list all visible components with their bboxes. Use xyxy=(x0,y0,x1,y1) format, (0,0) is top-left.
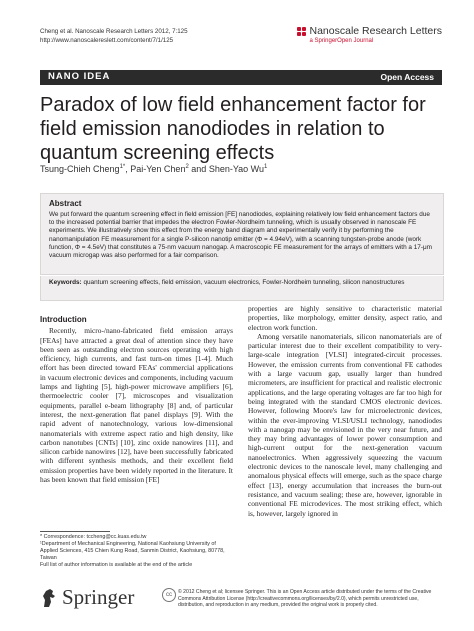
abstract-text: We put forward the quantum screening effect in field emission [FE] nanodiodes, explaining relatively low field enhancement factors due to the increased potential barrier that impedes the electron Fowler-Nordheim tunneling, which is usually observed in nanoscale FE experiments. We illustratively show this effect from the energy band diagram and experimentally verify it by performing the nanomanipulation FE measurement for a single P-silicon nanotip emitter (Φ = 4.94eV), with a scanning tungsten-probe anode (work function, Φ = 4.5eV) that constitutes a 75-nm vacuum nanogap. A macroscopic FE measurement for the arrays of emitters with a 17-μm vacuum microgap was also performed for a fair comparison. xyxy=(49,211,432,260)
journal-header xyxy=(40,28,188,45)
journal-logo-icon xyxy=(297,27,306,36)
author-list xyxy=(40,164,267,174)
journal-brand xyxy=(297,25,443,44)
keywords xyxy=(49,279,435,287)
keywords-list: quantum screening effects, field emission, vacuum electronics, Fowler-Nordheim tunneling, silicon nanostructures xyxy=(83,279,405,286)
journal-name: Nanoscale Research Letters xyxy=(309,25,442,37)
open-access-label: Open Access xyxy=(380,71,434,82)
body-paragraph: Recently, micro-/nano-fabricated field emission arrays [FEAs] have attracted a great deal of attention since they have been seen as outstanding electron sources operating with high efficiency, high currents, and fast turn-on times [1-4]. Much effort has been directed toward FEAs' commercial applications in vacuum electronic devices and components, including vacuum lamps and lighting [5], high-power microwave amplifiers [6], thermoelectric cooler [7], microscopes and visualization equipments, parallel e-beam lithography [8] and, of particular interest, the next-generation flat panel displays [9]. With the rapid advent of nanotechnology, various low-dimensional nanomaterials with extreme aspect ratio and high density, like carbon nanotubes [CNTs] [10], zinc oxide nanowires [11], and silicon carbide nanowires [12], have been successfully fabricated with different synthesis methods, and their excellent field emission properties have been widely reported in the literature. It has been known that field emission [FE] xyxy=(40,326,233,485)
paper-title: Paradox of low field enhancement factor for field emission nanodiodes in relation to quantum screening effects xyxy=(40,94,426,164)
author-name: and Shen-Yao Wu xyxy=(188,164,265,174)
footnotes xyxy=(40,534,235,569)
article-url[interactable]: http://www.nanoscalereslett.com/content/7/1/125 xyxy=(40,36,174,44)
body-column-right xyxy=(248,304,442,518)
author-affiliation-mark: 1* xyxy=(119,164,126,170)
copyright-notice: © 2012 Cheng et al; licensee Springer. This is an Open Access article distributed under the terms of the Creative Commons Attribution License (http://creativecommons.org/licenses/by/2.0), which permits unrestricted use, distribution, and reproduction in any medium, provided the original work is properly cited. xyxy=(178,589,432,609)
keywords-label: Keywords: xyxy=(49,279,82,286)
springer-wordmark: Springer xyxy=(62,585,135,609)
springer-horse-icon xyxy=(40,587,58,609)
body-paragraph: Among versatile nanomaterials, silicon nanomaterials are of particular interest due to their excellent compatibility to very-large-scale integration [VLSI] integrated-circuit processes. However, the emission currents from conventional FE cathodes with a large vacuum gap, usually larger than hundred micrometers, are insufficient for practical and realistic electronic applications, and the large operating voltages are far too high for being integrated with the standard CMOS electronic devices. However, following Moore's law for microelectronic devices, within the ever-improving VLSI/USLI technology, nanodiodes with a nanogap may be envisioned in the very near future, and they may bring advantages of lower power consumption and high-current output for the next-generation vacuum nanoelectronics. When aggressively squeezing the vacuum electronic devices to the nanoscale level, many challenging and anomalous physical effects will emerge, such as the space charge effect [13], energy accumulation that increases the burn-out resistance, and vacuum sealing; these are, however, ignorable in conventional FE microdevices. The most striking effect, which is, however, largely ignored in xyxy=(248,331,442,518)
abstract-box xyxy=(40,193,444,275)
author-info-note: Full list of author information is available at the end of the article xyxy=(40,562,193,568)
journal-citation: Cheng et al. Nanoscale Research Letters 2012, 7:125 xyxy=(40,28,188,35)
article-type-label: NANO IDEA xyxy=(48,71,111,82)
keywords-box xyxy=(40,276,444,301)
abstract-heading: Abstract xyxy=(49,199,82,208)
body-paragraph: properties are highly sensitive to characteristic material properties, like morphology, emitter density, aspect ratio, and electron work function. xyxy=(248,304,442,332)
correspondence-note: * Correspondence: tccheng@cc.kuas.edu.tw xyxy=(40,534,147,540)
author-affiliation-mark: 2 xyxy=(185,164,189,170)
author-name: Tsung-Chieh Cheng xyxy=(40,164,120,174)
body-column-left xyxy=(40,315,233,484)
affiliation-note: ¹Department of Mechanical Engineering, National Kaohsiung University of Applied Sciences, 415 Chien Kung Road, Sanmin District, Kaohsiung, 80778, Taiwan xyxy=(40,541,225,561)
journal-subtitle: a SpringerOpen Journal xyxy=(309,38,374,44)
section-heading-introduction: Introduction xyxy=(40,315,87,324)
creative-commons-icon: cc xyxy=(162,588,176,602)
springer-logo xyxy=(40,585,134,610)
author-name: , Pai-Yen Chen xyxy=(125,164,186,174)
author-affiliation-mark: 1 xyxy=(264,164,268,170)
footnote-divider xyxy=(40,531,110,532)
article-type-banner xyxy=(40,70,442,85)
